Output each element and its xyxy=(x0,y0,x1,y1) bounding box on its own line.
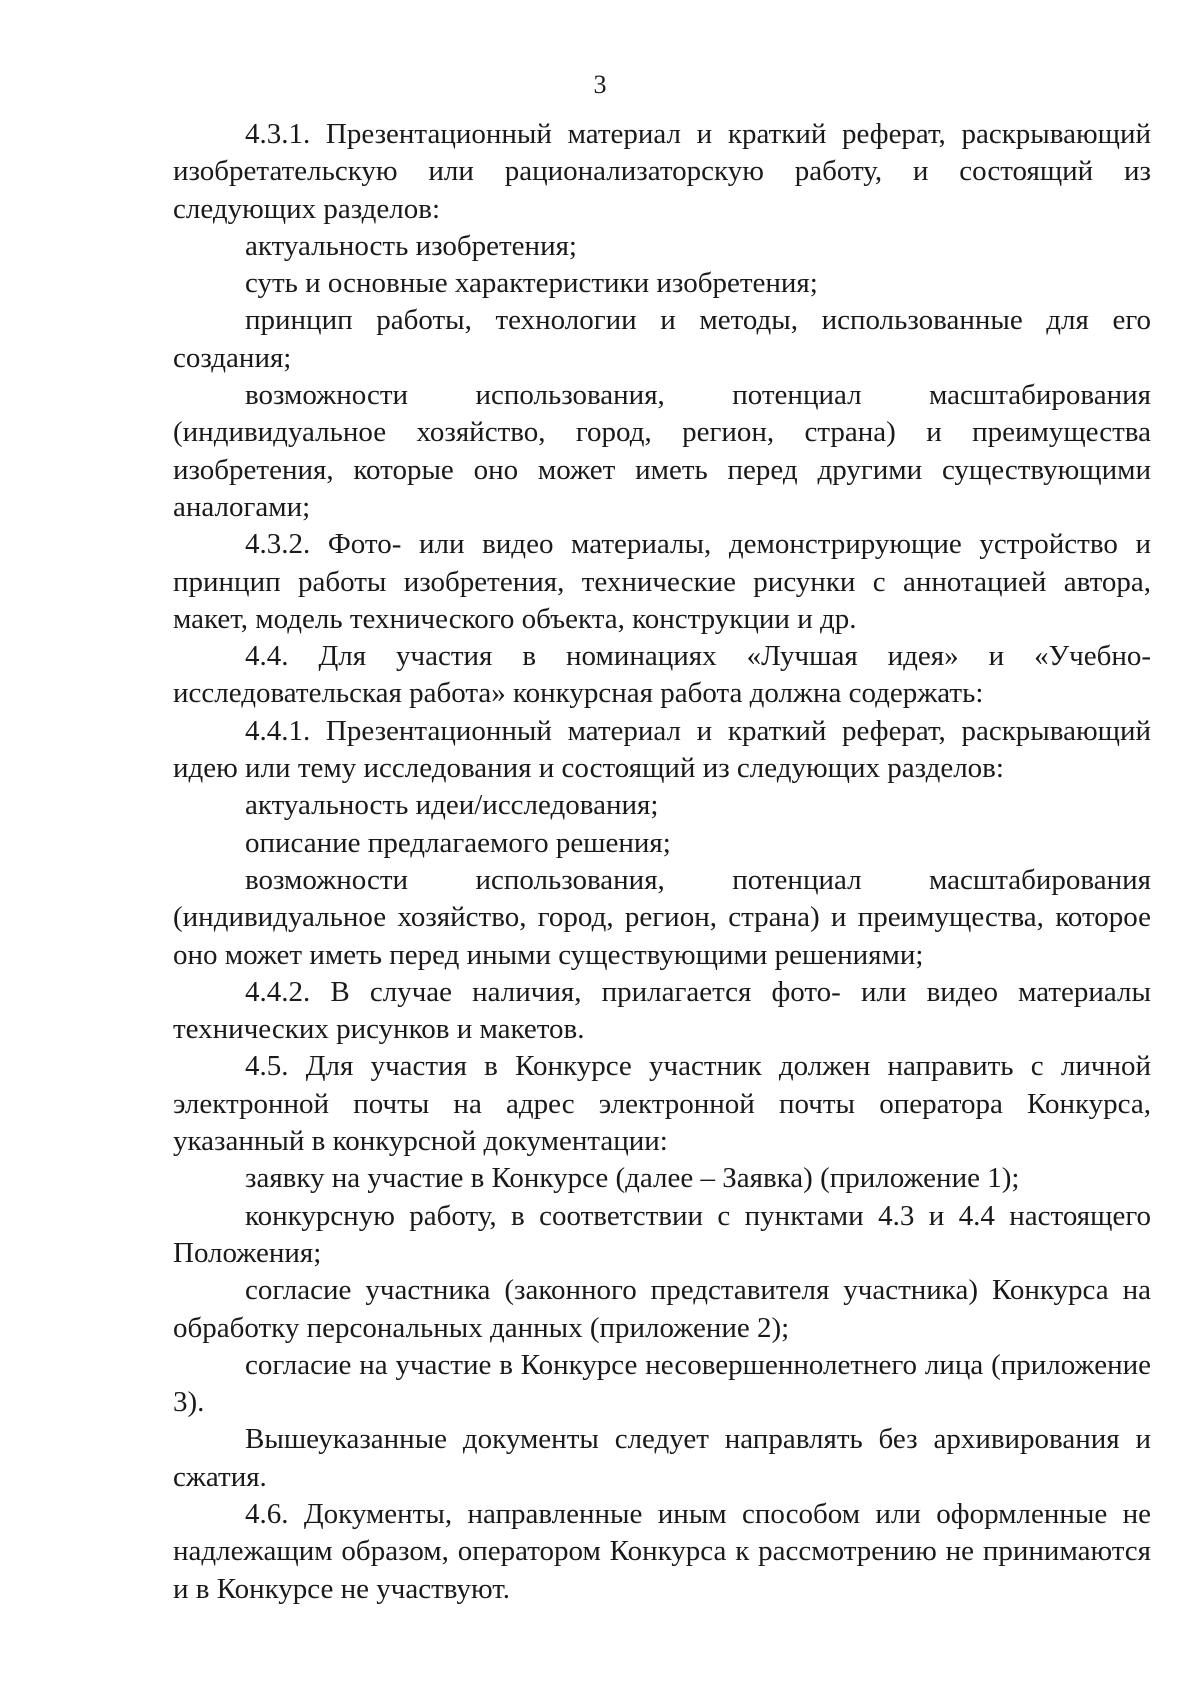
paragraph-documents-note: Вышеуказанные документы следует направлять без архивирования и сжатия. xyxy=(173,1423,1151,1493)
paragraph-4-5: 4.5. Для участия в Конкурсе участник должен направить с личной электронной почты на адрес электронной почты оператора Конкурса, указанный в конкурсной документации: xyxy=(173,1050,1151,1158)
paragraph-4-4: 4.4. Для участия в номинациях «Лучшая идея» и «Учебно-исследовательская работа» конкурсная работа должна содержать: xyxy=(173,640,1151,710)
list-item-competition-work: конкурсную работу, в соответствии с пунктами 4.3 и 4.4 настоящего Положения; xyxy=(173,1199,1151,1269)
paragraph-4-4-1: 4.4.1. Презентационный материал и краткий реферат, раскрывающий идею или тему исследования и состоящий из следующих разделов: xyxy=(173,714,1151,785)
document-body xyxy=(173,116,1151,1608)
list-item-usage-possibilities: возможности использования, потенциал масштабирования (индивидуальное хозяйство, город, регион, страна) и преимущества, которое оно может иметь перед иными существующими решениями; xyxy=(173,863,1151,971)
paragraph-4-3-2: 4.3.2. Фото- или видео материалы, демонстрирующие устройство и принцип работы изобретения, технические рисунки с аннотацией автора, макет, модель технического объекта, конструкции и др. xyxy=(173,528,1151,635)
list-item-minor-consent: согласие на участие в Конкурсе несовершеннолетнего лица (приложение 3). xyxy=(173,1348,1151,1419)
list-item-application: заявку на участие в Конкурсе (далее – Заявка) (приложение 1); xyxy=(245,1162,1020,1195)
list-item-possibilities: возможности использования, потенциал масштабирования (индивидуальное хозяйство, город, регион, страна) и преимущества изобретения, которые оно может иметь перед другими существующими аналогами; xyxy=(173,379,1151,523)
list-item-data-consent: согласие участника (законного представителя участника) Конкурса на обработку персональных данных (приложение 2); xyxy=(173,1274,1151,1344)
list-item-solution-description: описание предлагаемого решения; xyxy=(245,826,671,859)
list-item-essence: суть и основные характеристики изобретения; xyxy=(245,267,818,300)
page-number: 3 xyxy=(593,70,607,99)
list-item-idea-relevance: актуальность идеи/исследования; xyxy=(245,789,659,822)
paragraph-4-4-2: 4.4.2. В случае наличия, прилагается фото- или видео материалы технических рисунков и макетов. xyxy=(173,975,1151,1046)
paragraph-4-6: 4.6. Документы, направленные иным способом или оформленные не надлежащим образом, оператором Конкурса к рассмотрению не принимаются и в Конкурсе не участвуют. xyxy=(173,1497,1151,1605)
list-item-principle: принцип работы, технологии и методы, использованные для его создания; xyxy=(173,304,1151,374)
paragraph-4-3-1: 4.3.1. Презентационный материал и краткий реферат, раскрывающий изобретательскую или рационализаторскую работу, и состоящий из следующих разделов: xyxy=(173,118,1151,225)
list-item-relevance: актуальность изобретения; xyxy=(245,229,577,262)
